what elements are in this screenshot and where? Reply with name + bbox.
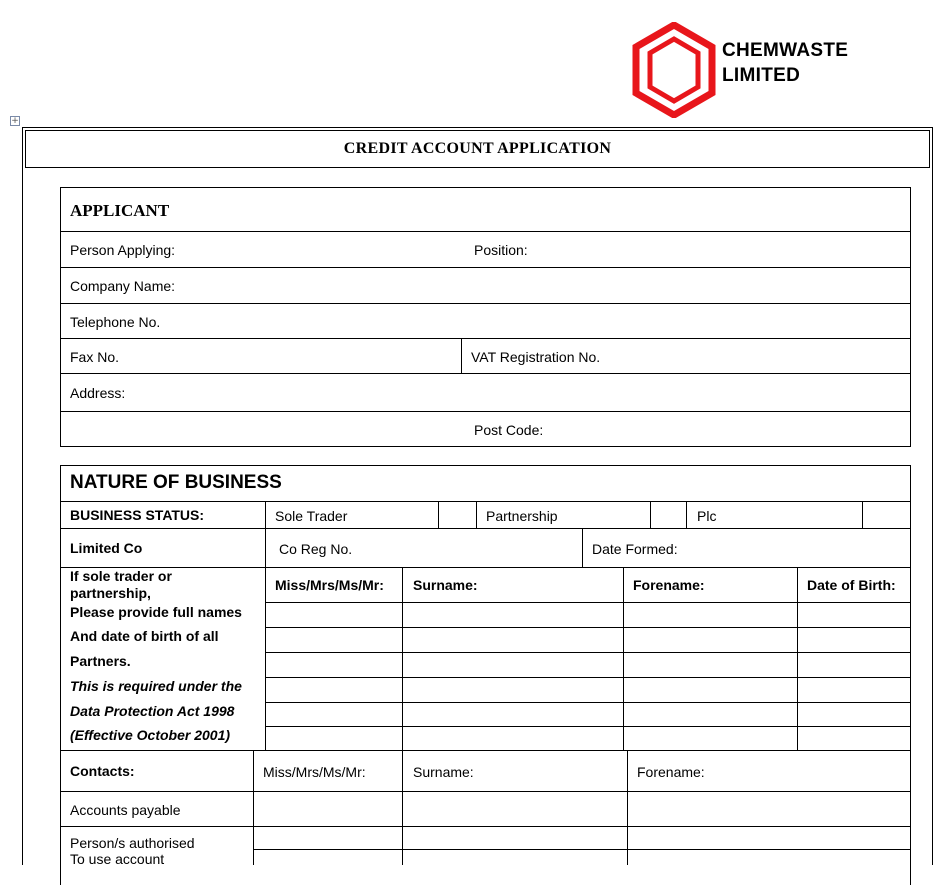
partners-note-line1: If sole trader or [70,568,172,584]
page-title: CREDIT ACCOUNT APPLICATION [343,140,612,157]
authorised-label-line2: To use account [70,851,165,867]
applicant-table [60,187,911,447]
contacts-label: Contacts: [70,763,135,779]
partners-note-line2: partnership, [70,585,151,601]
date-formed-label: Date Formed: [592,541,678,557]
partners-note-line7: Data Protection Act 1998 [70,703,235,719]
accounts-payable-label: Accounts payable [70,802,181,818]
co-reg-label: Co Reg No. [279,541,353,557]
applicant-heading: APPLICANT [70,201,170,220]
hexagon-logo-icon [632,22,716,118]
contacts-surname-header: Surname: [413,764,474,780]
partner-dob-header: Date of Birth: [807,577,896,593]
fax-label: Fax No. [70,349,120,365]
telephone-label: Telephone No. [70,314,161,330]
sole-trader-option: Sole Trader [275,508,348,524]
business-status-label: BUSINESS STATUS: [70,507,205,523]
partner-forename-header: Forename: [633,577,705,593]
table-move-handle-icon[interactable]: + [11,116,19,126]
partner-title-header: Miss/Mrs/Ms/Mr: [275,577,384,593]
business-heading: NATURE OF BUSINESS [70,472,282,493]
person-applying-label: Person Applying: [70,242,176,258]
partners-note-line6: This is required under the [70,678,242,694]
contacts-title-header: Miss/Mrs/Ms/Mr: [263,764,366,780]
address-label: Address: [70,385,126,401]
partners-note-line5: Partners. [70,653,131,669]
position-label: Position: [474,242,528,258]
partners-note-line8: (Effective October 2001) [70,727,231,743]
post-code-label: Post Code: [474,422,544,438]
partner-surname-header: Surname: [413,577,478,593]
authorised-label-line1: Person/s authorised [70,835,195,851]
partnership-option: Partnership [486,508,558,524]
vat-label: VAT Registration No. [471,349,601,365]
limited-co-label: Limited Co [70,540,143,556]
logo-text-line1: CHEMWASTE [722,40,849,61]
plc-option: Plc [697,508,717,524]
contacts-forename-header: Forename: [637,764,705,780]
partners-note-line4: And date of birth of all [70,628,219,644]
company-name-label: Company Name: [70,278,176,294]
logo-text-line2: LIMITED [722,65,801,86]
partners-note-line3: Please provide full names [70,604,242,620]
